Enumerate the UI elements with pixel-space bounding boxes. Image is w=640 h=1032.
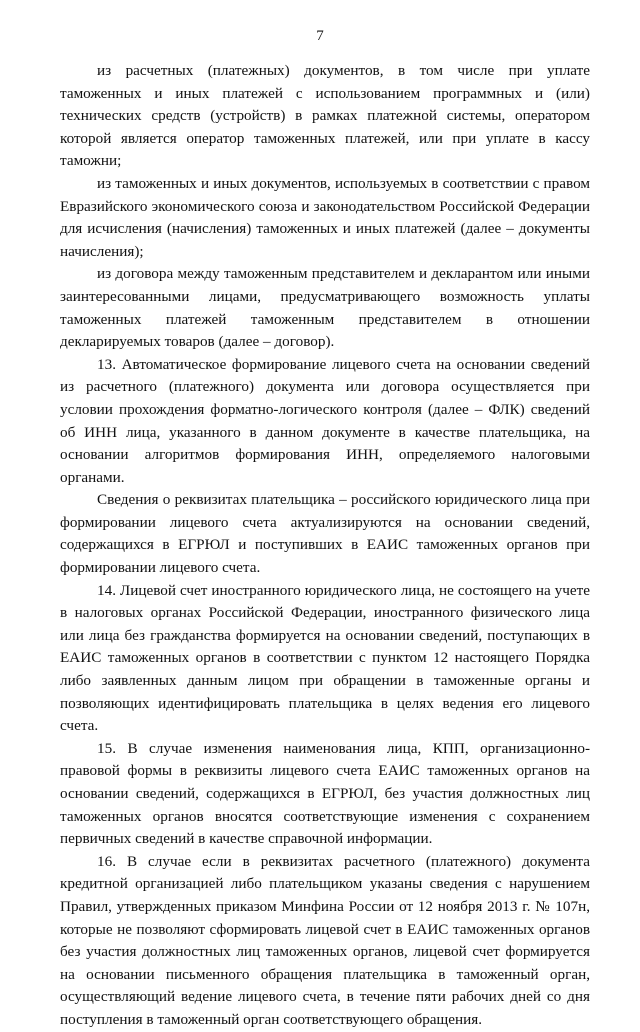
- paragraph-14: 14. Лицевой счет иностранного юридического лица, не состоящего на учете в налоговых органах Российской Федерации, иностранного физического лица или лица без гражданства формируется на основании сведений, поступающих в ЕАИС таможенных органов в соответствии с пунктом 12 настоящего Порядка либо заявленных данным лицом при обращении в таможенные органы и позволяющих идентифицировать плательщика в целях ведения его лицевого счета.: [60, 581, 590, 735]
- paragraph-16: 16. В случае если в реквизитах расчетного (платежного) документа кредитной организацией либо плательщиком указаны сведения с нарушением Правил, утвержденных приказом Минфина России от 12 ноября 2013 г. № 107н, которые не позволяют сформировать лицевой счет в ЕАИС таможенных органов без участия должностных лиц таможенных органов, лицевой счет формируется на основании письменного обращения плательщика в таможенный орган, осуществляющий ведение лицевого счета, в течение пяти рабочих дней со дня поступления в таможенный орган соответствующего обращения.: [60, 852, 590, 1028]
- page-number: 7: [316, 28, 324, 44]
- paragraph-15: 15. В случае изменения наименования лица, КПП, организационно-правовой формы в реквизиты лицевого счета ЕАИС таможенных органов на основании сведений, содержащихся в ЕГРЮЛ, без участия должностных лиц таможенных органов вносятся соответствующие изменения с сохранением первичных сведений в качестве справочной информации.: [60, 739, 590, 848]
- document-body: [60, 60, 590, 1032]
- paragraph-payment-documents: из расчетных (платежных) документов, в том числе при уплате таможенных и иных платежей с использованием программных и (или) технических средств (устройств) в рамках платежной системы, оператором которой является оператор таможенных платежей, или при уплате в кассу таможни;: [60, 62, 590, 170]
- paragraph-13-details: Сведения о реквизитах плательщика – российского юридического лица при формировании лицевого счета актуализируются на основании сведений, содержащихся в ЕГРЮЛ и поступивших в ЕАИС таможенных органов при формировании лицевого счета.: [60, 491, 590, 577]
- paragraph-contract: из договора между таможенным представителем и декларантом или иными заинтересованными лицами, предусматривающего возможность уплаты таможенных платежей таможенным представителем в отношении декларируемых товаров (далее – договор).: [60, 265, 590, 351]
- paragraph-customs-documents: из таможенных и иных документов, используемых в соответствии с правом Евразийского экономического союза и законодательством Российской Федерации для исчисления (начисления) таможенных и иных платежей (далее – документы начисления);: [60, 174, 590, 260]
- paragraph-13: 13. Автоматическое формирование лицевого счета на основании сведений из расчетного (платежного) документа или договора осуществляется при условии прохождения форматно-логического контроля (далее – ФЛК) сведений об ИНН лица, указанного в данном документе в качестве плательщика, на основании алгоритмов формирования ИНН, определяемого налоговыми органами.: [60, 355, 590, 486]
